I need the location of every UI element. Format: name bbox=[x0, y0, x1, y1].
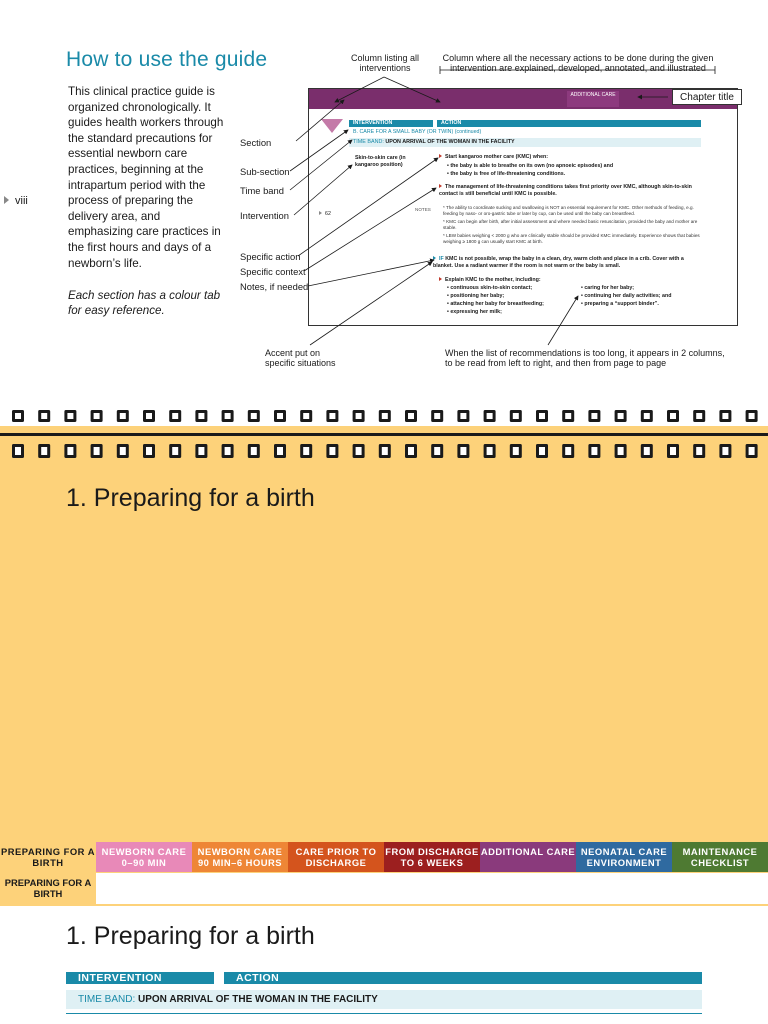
binding-coil-hole bbox=[591, 413, 597, 419]
binding-coil-hole bbox=[94, 447, 100, 455]
sample-action-1: Start kangaroo mother care (KMC) when: bbox=[439, 154, 709, 161]
sample-if-context: IF KMC is not possible, wrap the baby in a clean, dry, warm cloth and place in a crib. Cover with a blanket. Use a radiant warmer if the room is not warm or the baby is small. bbox=[433, 256, 684, 269]
sample-time-band: TIME BAND: UPON ARRIVAL OF THE WOMAN IN THE FACILITY bbox=[349, 138, 701, 147]
binding-coil-hole bbox=[696, 447, 702, 455]
binding-coil-hole bbox=[618, 447, 624, 455]
tab-preparing-for-a-birth[interactable]: PREPARING FOR A BIRTH bbox=[0, 842, 96, 872]
active-tab-label: PREPARING FOR A BIRTH bbox=[4, 877, 92, 899]
binding-coil-hole bbox=[408, 413, 414, 419]
sample-note-1: * The ability to coordinate sucking and swallowing is NOT an essential requirement for KMC. Other methods of feeding, e.g. feeding by naso- or oro-gastric tube or later by cup, can be used until the baby can breastfeed. bbox=[443, 205, 694, 216]
binding-coil-hole bbox=[670, 447, 676, 455]
sample-ref: 62 bbox=[319, 211, 331, 218]
col-header-intervention: INTERVENTION bbox=[66, 972, 214, 984]
binding-coil-hole bbox=[460, 447, 466, 455]
binding-coil-hole bbox=[251, 413, 257, 419]
tab-care-prior-to-discharge[interactable]: CARE PRIOR TO DISCHARGE bbox=[288, 842, 384, 872]
binding-coil-hole bbox=[539, 413, 545, 419]
label-two-columns: When the list of recommendations is too long, it appears in 2 columns, to be read from left to right, and then from page to page bbox=[445, 348, 725, 368]
sample-list-left-3: • attaching her baby for breastfeeding; bbox=[447, 301, 544, 307]
spiral-binding bbox=[0, 408, 768, 462]
tab-newborn-care-0-90[interactable]: NEWBORN CARE 0–90 MIN bbox=[96, 842, 192, 872]
binding-coil-hole bbox=[198, 447, 204, 455]
binding-coil-hole bbox=[382, 447, 388, 455]
binding-coil-hole bbox=[303, 447, 309, 455]
binding-coil-hole bbox=[722, 447, 728, 455]
label-column-interventions: Column listing all interventions bbox=[350, 53, 420, 73]
binding-coil-hole bbox=[225, 413, 231, 419]
label-subsection: Sub-section bbox=[240, 166, 290, 177]
label-time-band: Time band bbox=[240, 185, 284, 196]
binding-coil-hole bbox=[172, 447, 178, 455]
guide-intro: This clinical practice guide is organized chronologically. It guides health workers through the standard precautions for essential newborn care practices, beginning at the intrapartum period with the process of preparing the delivery area, and emphasizing care practices in the first hours and days of a newborn’s life. bbox=[68, 85, 224, 270]
sample-notes-label: NOTES bbox=[415, 207, 431, 212]
binding-coil-hole bbox=[749, 413, 755, 419]
label-section: Section bbox=[240, 137, 272, 148]
binding-coil-hole bbox=[539, 447, 545, 455]
sample-list-left-4: • expressing her milk; bbox=[447, 309, 502, 315]
binding-coil-hole bbox=[591, 447, 597, 455]
binding-coil-hole bbox=[67, 447, 73, 455]
binding-coil-hole bbox=[513, 447, 519, 455]
section-divider bbox=[66, 1013, 702, 1014]
binding-coil-hole bbox=[356, 447, 362, 455]
sample-action-2: The management of life-threatening conditions takes first priority over KMC, although skin-to-skin contact is still beneficial until KMC is possible. bbox=[439, 184, 692, 197]
chapter-title: 1. Preparing for a birth bbox=[66, 484, 315, 512]
binding-coil-hole bbox=[434, 413, 440, 419]
sample-note-2: * KMC can begin after birth, after initial assessment and where needed basic resuscitation, provided the baby and mother are stable. bbox=[443, 219, 698, 230]
binding-coil-hole bbox=[277, 447, 283, 455]
binding-coil-hole bbox=[225, 447, 231, 455]
binding-coil-hole bbox=[487, 413, 493, 419]
binding-coil-hole bbox=[41, 447, 47, 455]
binding-coil-hole bbox=[487, 447, 493, 455]
binding-coil-hole bbox=[670, 413, 676, 419]
binding-coil-hole bbox=[460, 413, 466, 419]
binding-coil-hole bbox=[329, 447, 335, 455]
label-intervention: Intervention bbox=[240, 210, 289, 221]
binding-coil-hole bbox=[198, 413, 204, 419]
binding-coil-hole bbox=[251, 447, 257, 455]
time-band: TIME BAND: UPON ARRIVAL OF THE WOMAN IN THE FACILITY bbox=[66, 990, 702, 1009]
sample-list-right-2: • continuing her daily activities; and bbox=[581, 293, 672, 299]
binding-coil-hole bbox=[15, 413, 21, 419]
binding-coil-hole bbox=[15, 447, 21, 455]
binding-coil-hole bbox=[644, 447, 650, 455]
binding-coil-hole bbox=[565, 447, 571, 455]
binding-coil-hole bbox=[146, 413, 152, 419]
label-notes: Notes, if needed bbox=[240, 281, 309, 292]
sample-chapter-tab: ADDITIONAL CARE bbox=[567, 91, 619, 107]
label-specific-action: Specific action bbox=[240, 251, 301, 262]
binding-coil-hole bbox=[644, 413, 650, 419]
guide-title: How to use the guide bbox=[66, 48, 268, 71]
binding-coil-hole bbox=[329, 413, 335, 419]
page-title: 1. Preparing for a birth bbox=[66, 922, 315, 950]
binding-coil-hole bbox=[67, 413, 73, 419]
binding-coil-hole bbox=[120, 413, 126, 419]
binding-coil-hole bbox=[41, 413, 47, 419]
label-chapter-title: Chapter title bbox=[672, 89, 742, 105]
binding-coil-hole bbox=[434, 447, 440, 455]
binding-coil-hole bbox=[94, 413, 100, 419]
tab-newborn-care-90-6h[interactable]: NEWBORN CARE 90 MIN–6 HOURS bbox=[192, 842, 288, 872]
binding-coil-hole bbox=[749, 447, 755, 455]
binding-coil-hole bbox=[382, 413, 388, 419]
binding-coil-hole bbox=[303, 413, 309, 419]
binding-coil-hole bbox=[408, 447, 414, 455]
sample-section: B. CARE FOR A SMALL BABY (OR TWIN) (continued) bbox=[353, 129, 482, 135]
sample-col-intervention: INTERVENTION bbox=[349, 120, 433, 127]
col-header-action: ACTION bbox=[224, 972, 702, 984]
sample-list-left-2: • positioning her baby; bbox=[447, 293, 505, 299]
binding-coil-hole bbox=[277, 413, 283, 419]
sample-list-left-1: • continuous skin-to-skin contact; bbox=[447, 285, 533, 291]
tab-from-discharge[interactable]: FROM DISCHARGE TO 6 WEEKS bbox=[384, 842, 480, 872]
binding-coil-hole bbox=[696, 413, 702, 419]
binding-coil-hole bbox=[565, 413, 571, 419]
tab-content-strip bbox=[96, 873, 768, 904]
sample-action-1b: • the baby is free of life-threatening conditions. bbox=[447, 171, 566, 177]
sample-list-right-1: • caring for her baby; bbox=[581, 285, 635, 291]
binding-coil-hole bbox=[172, 413, 178, 419]
sample-action-1a: • the baby is able to breathe on its own (no apnoeic episodes) and bbox=[447, 163, 614, 169]
binding-coil-hole bbox=[618, 413, 624, 419]
sample-col-action: ACTION bbox=[437, 120, 701, 127]
sample-list-right-3: • preparing a “support binder”. bbox=[581, 301, 659, 307]
binding-coil-hole bbox=[356, 413, 362, 419]
label-column-actions: Column where all the necessary actions to be done during the given intervention are explained, developed, annotated, and illustrated bbox=[442, 53, 714, 73]
sample-intervention: Skin-to-skin care (in kangaroo position) bbox=[355, 155, 406, 168]
binding-coil-hole bbox=[146, 447, 152, 455]
diagram-leader-lines bbox=[0, 0, 768, 400]
page-number: viii bbox=[4, 195, 28, 207]
sample-explain: Explain KMC to the mother, including: bbox=[439, 277, 701, 284]
chapter-tabs bbox=[0, 842, 768, 872]
binding-coil-hole bbox=[513, 413, 519, 419]
binding-coil-hole bbox=[120, 447, 126, 455]
guide-note: Each section has a colour tab for easy reference. bbox=[68, 289, 221, 317]
tab-additional-care[interactable]: ADDITIONAL CARE bbox=[480, 842, 576, 872]
tab-neonatal-care-environment[interactable]: NEONATAL CARE ENVIRONMENT bbox=[576, 842, 672, 872]
binding-coil-hole bbox=[722, 413, 728, 419]
sample-note-3: * LBW babies weighing < 2000 g who are clinically stable should be provided KMC immediately. Experience shows that babies weighing ≥ 1800 g can usually start KMC at birth. bbox=[443, 233, 700, 244]
tab-maintenance-checklist[interactable]: MAINTENANCE CHECKLIST bbox=[672, 842, 768, 872]
label-accent: Accent put on specific situations bbox=[265, 348, 336, 368]
label-specific-context: Specific context bbox=[240, 266, 306, 277]
